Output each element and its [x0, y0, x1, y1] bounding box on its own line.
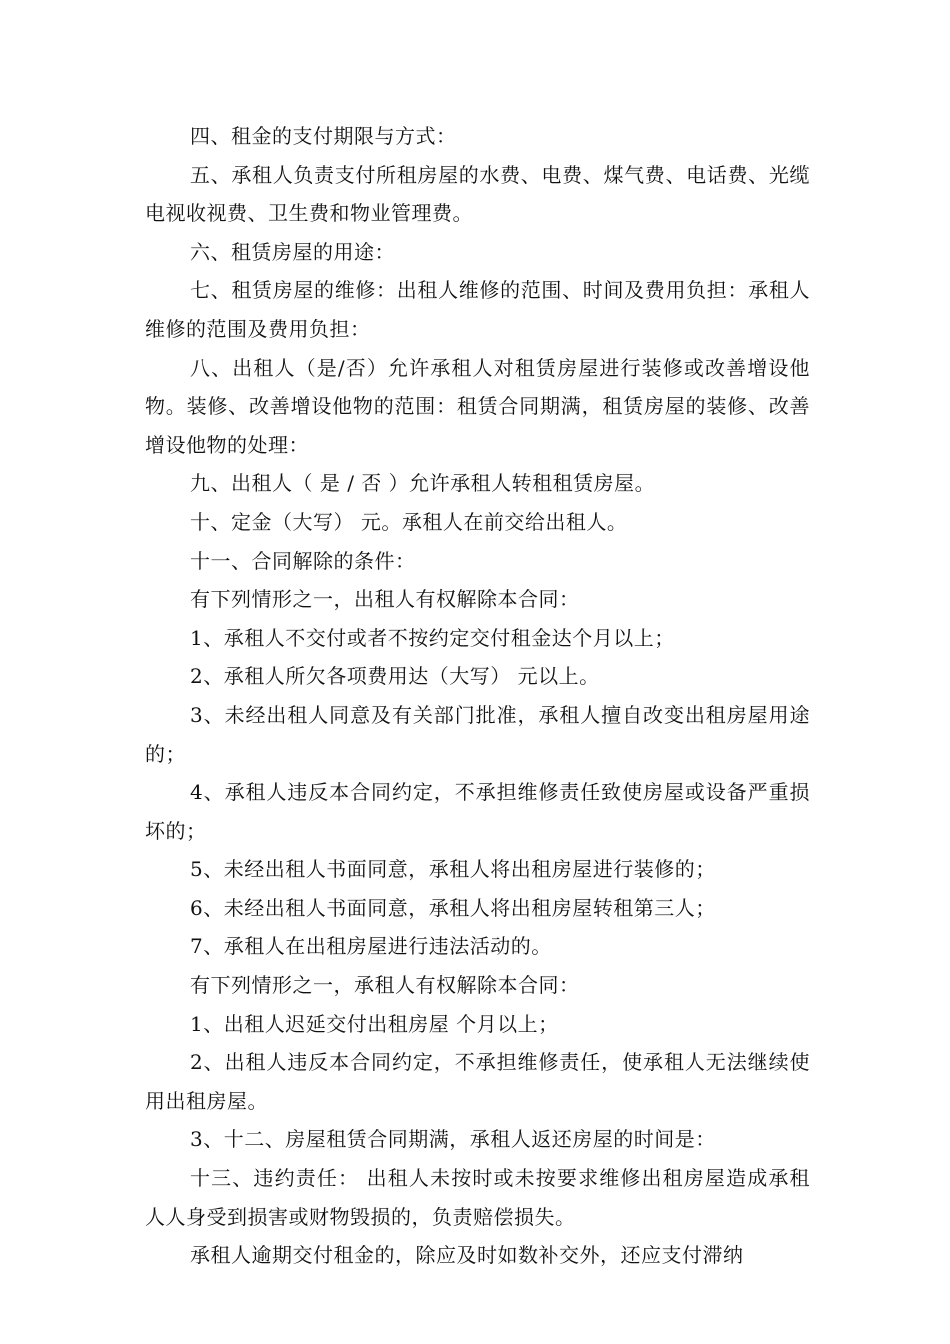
- clause-11-termination: 十一、合同解除的条件：: [190, 548, 416, 573]
- clause-4-payment-terms: 四、租金的支付期限与方式：: [190, 124, 457, 148]
- lessee-termination-item-2: 2、出租人违反本合同约定，不承担维修责任，使承租人无法继续使用出租房屋。: [145, 1050, 810, 1113]
- lessor-termination-item-4: 4、承租人违反本合同约定，不承担维修责任致使房屋或设备严重损坏的；: [145, 780, 810, 843]
- clause-8-renovation: 八、出租人（是/否）允许承租人对租赁房屋进行装修或改善增设他物。装修、改善增设他物的范围：租赁合同期满，租赁房屋的装修、改善增设他物的处理：: [145, 355, 810, 457]
- lessor-termination-item-6: 6、未经出租人书面同意，承租人将出租房屋转租第三人；: [190, 895, 716, 920]
- lessor-termination-item-7: 7、承租人在出租房屋进行违法活动的。: [190, 934, 552, 959]
- clause-6-usage: 六、租赁房屋的用途：: [190, 239, 395, 264]
- document-body: [145, 117, 810, 1275]
- late-rent-paragraph: 承租人逾期交付租金的，除应及时如数补交外，还应支付滞纳: [190, 1243, 744, 1268]
- lessor-termination-intro: 有下列情形之一，出租人有权解除本合同：: [190, 587, 580, 612]
- lessor-termination-item-1: 1、承租人不交付或者不按约定交付租金达个月以上；: [190, 625, 675, 650]
- clause-12-return-time: 3、十二、房屋租赁合同期满，承租人返还房屋的时间是：: [190, 1127, 716, 1152]
- lessor-termination-item-2: 2、承租人所欠各项费用达（大写） 元以上。: [190, 664, 600, 689]
- clause-5-utilities: 五、承租人负责支付所租房屋的水费、电费、煤气费、电话费、光缆电视收视费、卫生费和物业管理费。: [145, 162, 810, 226]
- lessee-termination-intro: 有下列情形之一，承租人有权解除本合同：: [190, 973, 580, 998]
- clause-10-deposit: 十、定金（大写） 元。承租人在前交给出租人。: [190, 509, 628, 534]
- lessee-termination-item-1: 1、出租人迟延交付出租房屋 个月以上；: [190, 1011, 559, 1036]
- lessor-termination-item-5: 5、未经出租人书面同意，承租人将出租房屋进行装修的；: [190, 857, 716, 882]
- clause-9-sublease: 九、出租人（ 是 / 否 ）允许承租人转租租赁房屋。: [190, 471, 656, 496]
- clause-7-maintenance: 七、租赁房屋的维修：出租人维修的范围、时间及费用负担：承租人维修的范围及费用负担：: [145, 278, 810, 341]
- clause-13-liability: 十三、违约责任： 出租人未按时或未按要求维修出租房屋造成承租人人身受到损害或财物毁损的，负责赔偿损失。: [145, 1166, 810, 1229]
- lessor-termination-item-3: 3、未经出租人同意及有关部门批准，承租人擅自改变出租房屋用途的；: [145, 702, 810, 766]
